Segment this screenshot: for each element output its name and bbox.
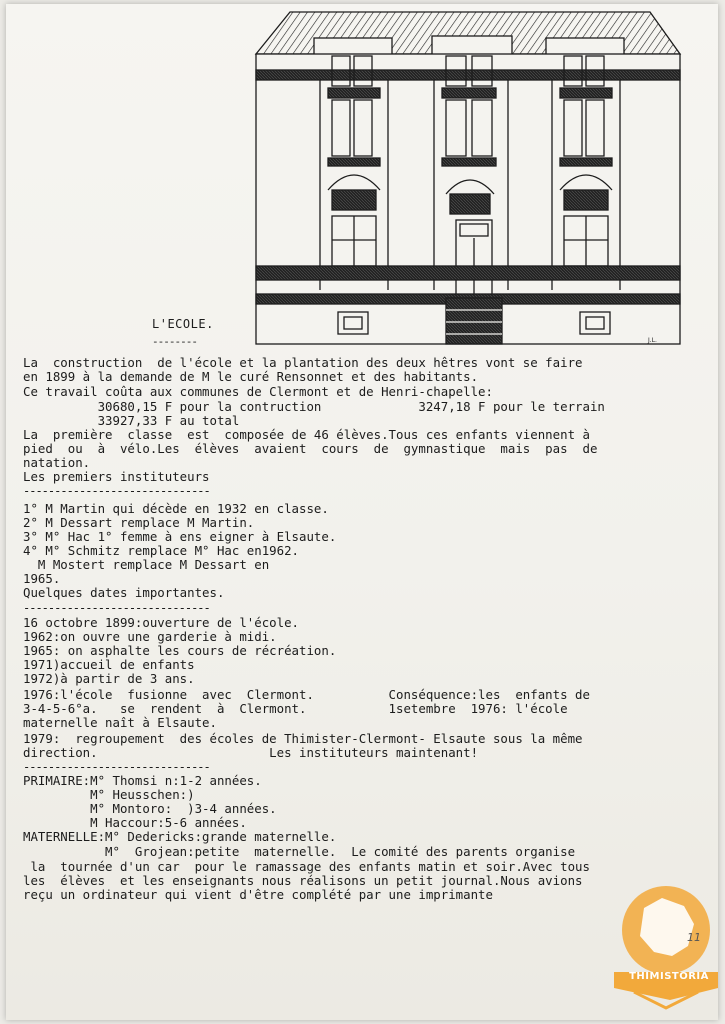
section-rule: ------------------------------: [23, 484, 210, 498]
text-line: 33927,33 F au total: [23, 413, 240, 428]
text-line: 1° M Martin qui décède en 1932 en classe.: [23, 501, 329, 516]
text-line: MATERNELLE:M° Dedericks:grande maternelle.: [23, 829, 337, 844]
section-heading: Quelques dates importantes.: [23, 585, 225, 600]
text-line: PRIMAIRE:M° Thomsi n:1-2 années.: [23, 773, 262, 788]
scanned-page: [6, 4, 718, 1020]
text-line: 3-4-5-6°a. se rendent à Clermont. 1setembre 1976: l'école: [23, 701, 568, 716]
text-line: les élèves et les enseignants nous réalisons un petit journal.Nous avions: [23, 873, 583, 888]
section-rule: ------------------------------: [23, 760, 210, 774]
logo-wordmark: THIMISTORIA: [629, 971, 709, 982]
text-line: 4° M° Schmitz remplace M° Hac en1962.: [23, 543, 300, 558]
text-line: 1962:on ouvre une garderie à midi.: [23, 629, 277, 644]
caption-underline: --------: [152, 335, 197, 348]
text-line: 3° M° Hac 1° femme à ens eigner à Elsaute.: [23, 529, 337, 544]
text-line: M Mostert remplace M Dessart en: [23, 557, 270, 572]
text-line: M° Grojean:petite maternelle. Le comité des parents organise: [23, 844, 576, 859]
section-rule: ------------------------------: [23, 601, 210, 615]
text-line: La première classe est composée de 46 élèves.Tous ces enfants viennent à: [23, 427, 590, 442]
text-line: 1976:l'école fusionne avec Clermont. Conséquence:les enfants de: [23, 687, 590, 702]
text-line: reçu un ordinateur qui vient d'être complété par une imprimante: [23, 887, 493, 902]
text-line: 2° M Dessart remplace M Martin.: [23, 515, 255, 530]
text-line: direction. Les instituteurs maintenant!: [23, 745, 479, 760]
text-line: en 1899 à la demande de M le curé Rensonnet et des habitants.: [23, 369, 479, 384]
text-line: M° Montoro: )3-4 années.: [23, 801, 277, 816]
text-line: la tournée d'un car pour le ramassage des enfants matin et soir.Avec tous: [23, 859, 590, 874]
school-building-drawing: [250, 10, 688, 354]
artist-mark: J.L.: [648, 337, 657, 344]
page-number: 11: [687, 931, 701, 944]
text-line: natation.: [23, 455, 91, 470]
text-line: 1965: on asphalte les cours de récréation.: [23, 643, 337, 658]
section-heading: Les premiers instituteurs: [23, 469, 210, 484]
text-line: 1965.: [23, 571, 61, 586]
text-line: pied ou à vélo.Les élèves avaient cours de gymnastique mais pas de: [23, 441, 598, 456]
text-line: 1972)à partir de 3 ans.: [23, 671, 195, 686]
text-line: M° Heusschen:): [23, 787, 195, 802]
text-line: Ce travail coûta aux communes de Clermont et de Henri-chapelle:: [23, 384, 493, 399]
text-line: 16 octobre 1899:ouverture de l'école.: [23, 615, 300, 630]
text-line: maternelle naît à Elsaute.: [23, 715, 217, 730]
text-line: 1979: regroupement des écoles de Thimister-Clermont- Elsaute sous la même: [23, 731, 583, 746]
thimistoria-logo: [614, 884, 724, 1014]
text-line: 30680,15 F pour la contruction 3247,18 F pour le terrain: [23, 399, 605, 414]
drawing-caption: L'ECOLE.: [152, 317, 214, 331]
text-line: 1971)accueil de enfants: [23, 657, 195, 672]
text-line: M Haccour:5-6 années.: [23, 815, 247, 830]
text-line: La construction de l'école et la plantation des deux hêtres vont se faire: [23, 355, 583, 370]
